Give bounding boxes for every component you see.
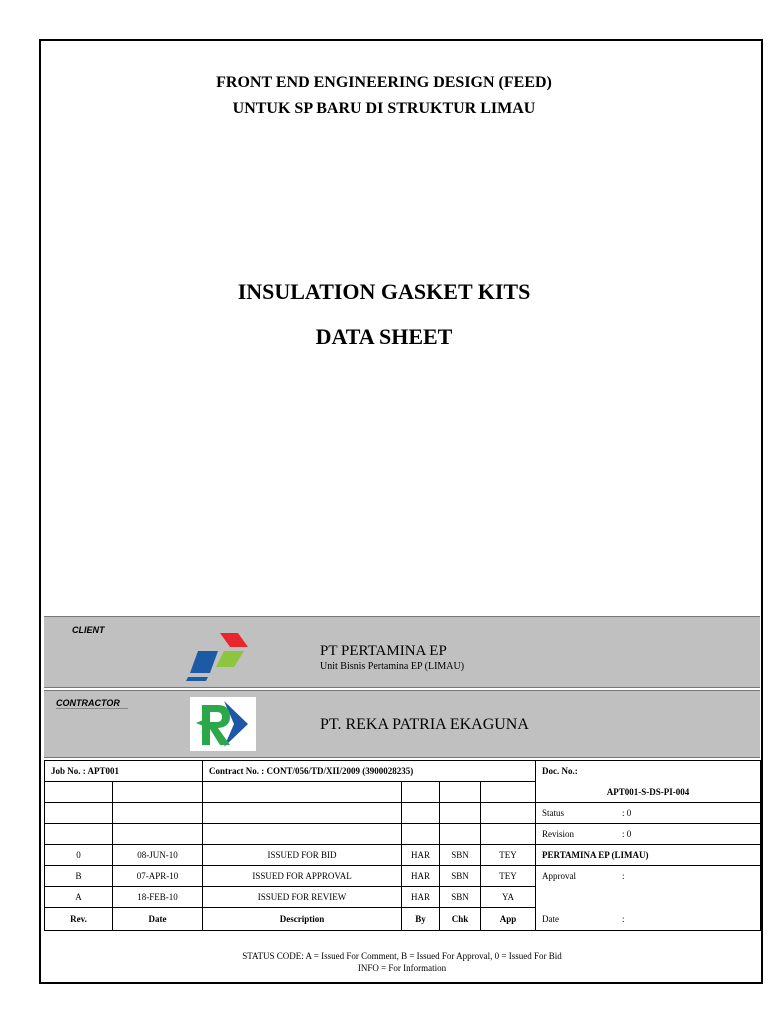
status-value: : 0: [622, 808, 632, 818]
empty-cell: [402, 803, 440, 824]
empty-cell: [440, 803, 481, 824]
project-title-line1: FRONT END ENGINEERING DESIGN (FEED): [216, 74, 552, 91]
table-row: [45, 887, 761, 908]
by-cell: HAR: [402, 887, 440, 908]
description-cell: ISSUED FOR APPROVAL: [203, 866, 402, 887]
description-cell: ISSUED FOR BID: [203, 845, 402, 866]
date-sign-cell: [536, 908, 761, 931]
by-header: By: [402, 908, 440, 931]
rev-cell: A: [45, 887, 113, 908]
app-cell: TEY: [481, 866, 536, 887]
empty-cell: [45, 803, 113, 824]
contractor-label: CONTRACTOR: [56, 698, 128, 709]
pertamina-logo-icon: [184, 629, 256, 683]
empty-cell: [440, 782, 481, 803]
date-cell: 08-JUN-10: [113, 845, 203, 866]
empty-cell: [45, 782, 113, 803]
empty-cell: [113, 782, 203, 803]
date-cell: 18-FEB-10: [113, 887, 203, 908]
reka-logo-icon: [190, 697, 256, 751]
table-row: [45, 866, 761, 887]
table-row: [45, 845, 761, 866]
revision-value: : 0: [622, 829, 632, 839]
contractor-panel: [44, 690, 760, 758]
revision-cell: [536, 824, 761, 845]
empty-cell: [481, 824, 536, 845]
job-no-cell: Job No. : APT001: [45, 761, 203, 782]
doc-no-label-cell: Doc. No.:: [536, 761, 761, 782]
document-title-line1: INSULATION GASKET KITS: [237, 279, 531, 304]
date-cell: 07-APR-10: [113, 866, 203, 887]
status-label: Status: [542, 808, 565, 818]
revision-label: Revision: [542, 829, 575, 839]
empty-cell: [203, 824, 402, 845]
company-name-cell: PERTAMINA EP (LIMAU): [536, 845, 761, 866]
date-header: Date: [113, 908, 203, 931]
chk-cell: SBN: [440, 866, 481, 887]
description-header: Description: [203, 908, 402, 931]
contract-no-cell: Contract No. : CONT/056/TD/XII/2009 (3900028235): [203, 761, 536, 782]
rev-header: Rev.: [45, 908, 113, 931]
chk-cell: SBN: [440, 845, 481, 866]
empty-cell: [536, 887, 761, 908]
status-code-note: [44, 950, 760, 974]
client-panel: [44, 616, 760, 688]
empty-cell: [113, 824, 203, 845]
client-subname: Unit Bisnis Pertamina EP (LIMAU): [320, 661, 465, 672]
contractor-name: PT. REKA PATRIA EKAGUNA: [320, 716, 529, 733]
approval-label: Approval: [542, 871, 577, 882]
status-code-line1: STATUS CODE: A = Issued For Comment, B = Issued For Approval, 0 = Issued For Bid: [242, 951, 562, 961]
empty-cell: [45, 824, 113, 845]
table-header-row: [45, 908, 761, 931]
project-title-line2: UNTUK SP BARU DI STRUKTUR LIMAU: [232, 100, 536, 117]
status-cell: [536, 803, 761, 824]
empty-cell: [113, 803, 203, 824]
client-label: CLIENT: [72, 625, 105, 635]
empty-cell: [203, 782, 402, 803]
empty-cell: [402, 824, 440, 845]
doc-no-value-cell: APT001-S-DS-PI-004: [536, 782, 761, 803]
approval-cell: [536, 866, 761, 887]
rev-cell: 0: [45, 845, 113, 866]
empty-cell: [440, 824, 481, 845]
status-code-line2: INFO = For Information: [357, 963, 447, 973]
rev-cell: B: [45, 866, 113, 887]
app-header: App: [481, 908, 536, 931]
empty-cell: [402, 782, 440, 803]
chk-header: Chk: [440, 908, 481, 931]
description-cell: ISSUED FOR REVIEW: [203, 887, 402, 908]
chk-cell: SBN: [440, 887, 481, 908]
empty-cell: [481, 803, 536, 824]
empty-cell: [203, 803, 402, 824]
empty-cell: [481, 782, 536, 803]
by-cell: HAR: [402, 866, 440, 887]
by-cell: HAR: [402, 845, 440, 866]
date-sign-value: :: [622, 913, 625, 924]
app-cell: TEY: [481, 845, 536, 866]
client-name: PT PERTAMINA EP: [320, 643, 447, 659]
date-sign-label: Date: [542, 913, 560, 924]
document-title-line2: DATA SHEET: [315, 324, 453, 349]
approval-value: :: [622, 871, 625, 882]
app-cell: YA: [481, 887, 536, 908]
revision-table: [44, 760, 761, 931]
